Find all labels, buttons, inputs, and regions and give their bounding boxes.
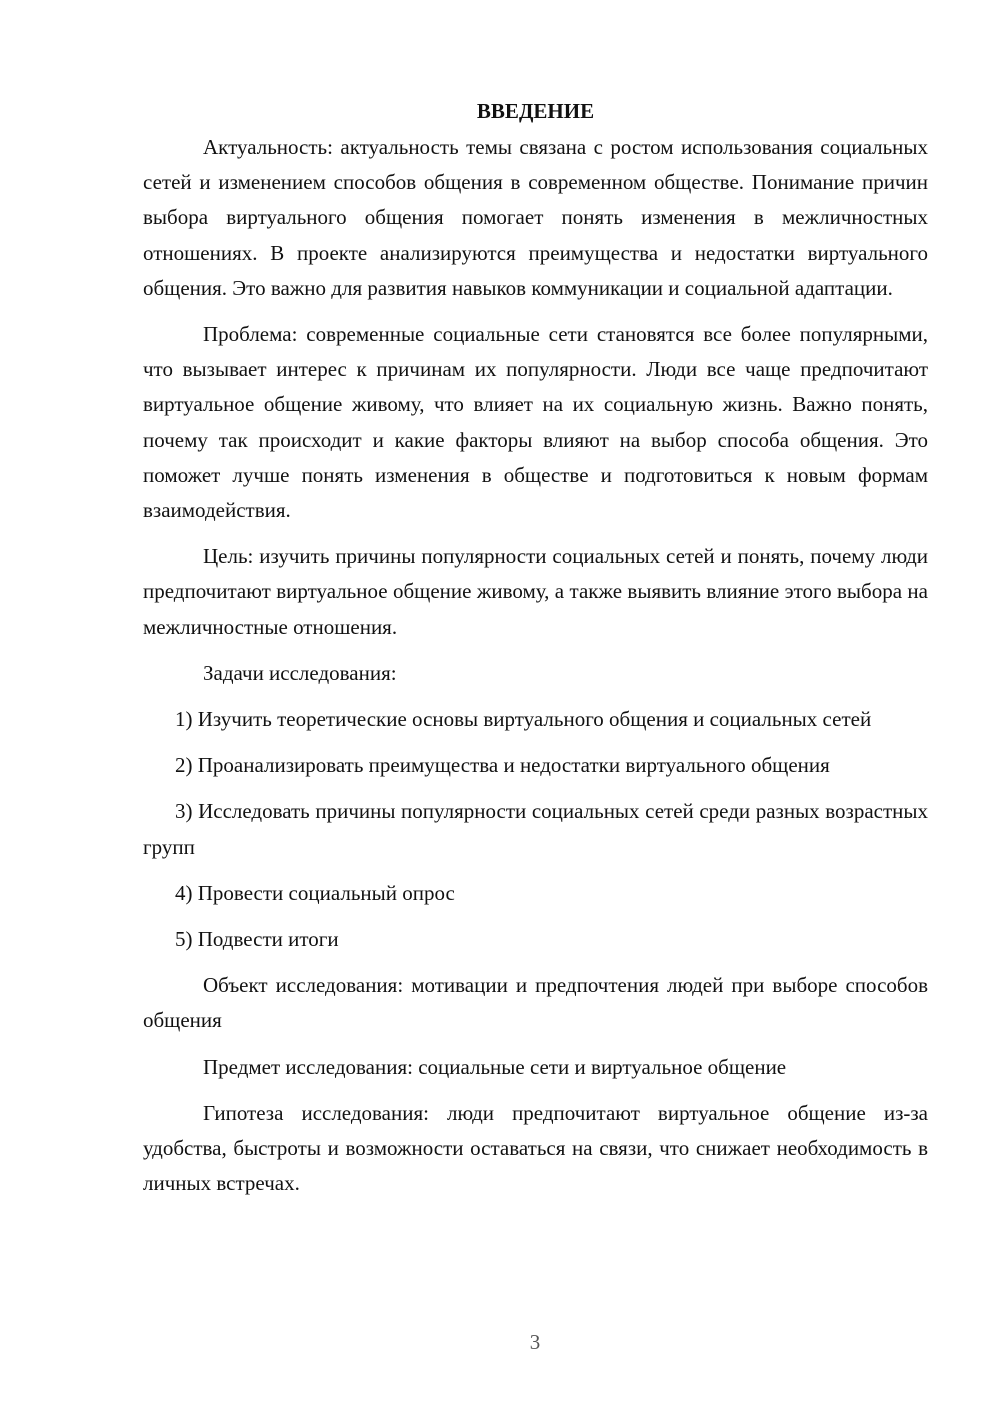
hypothesis-paragraph: Гипотеза исследования: люди предпочитают виртуальное общение из-за удобства, быстроты и возможности оставаться на связи, что снижает необходимость в личных встречах.	[143, 1100, 928, 1196]
task-item-4: 4) Провести социальный опрос	[175, 880, 455, 905]
goal-paragraph: Цель: изучить причины популярности социальных сетей и понять, почему люди предпочитают виртуальное общение живому, а также выявить влияние этого выбора на межличностные отношения.	[143, 544, 928, 639]
task-item-5: 5) Подвести итоги	[175, 927, 339, 952]
document-page	[143, 92, 928, 1212]
task-item-2: 2) Проанализировать преимущества и недостатки виртуального общения	[175, 753, 830, 778]
task-item-3: 3) Исследовать причины популярности социальных сетей среди разных возрастных групп	[143, 799, 928, 859]
relevance-paragraph: Актуальность: актуальность темы связана с ростом использования социальных сетей и изменением способов общения в современном обществе. Понимание причин выбора виртуального общения помогает понять изменения в межличностных отношениях. В проекте анализируются преимущества и недостатки виртуального общения. Это важно для развития навыков коммуникации и социальной адаптации.	[143, 135, 928, 300]
object-paragraph: Объект исследования: мотивации и предпочтения людей при выборе способов общения	[143, 973, 928, 1033]
task-item-1: 1) Изучить теоретические основы виртуального общения и социальных сетей	[175, 707, 872, 732]
subject-paragraph: Предмет исследования: социальные сети и виртуальное общение	[203, 1054, 787, 1079]
problem-paragraph: Проблема: современные социальные сети становятся все более популярными, что вызывает интерес к причинам их популярности. Люди все чаще предпочитают виртуальное общение живому, что влияет на их социальную жизнь. Важно понять, почему так происходит и какие факторы влияют на выбор способа общения. Это поможет лучше понять изменения в обществе и подготовиться к новым формам взаимодействия.	[143, 322, 928, 523]
page-number: 3	[529, 1330, 541, 1354]
section-title: ВВЕДЕНИЕ	[476, 99, 595, 123]
tasks-heading: Задачи исследования:	[203, 660, 397, 685]
